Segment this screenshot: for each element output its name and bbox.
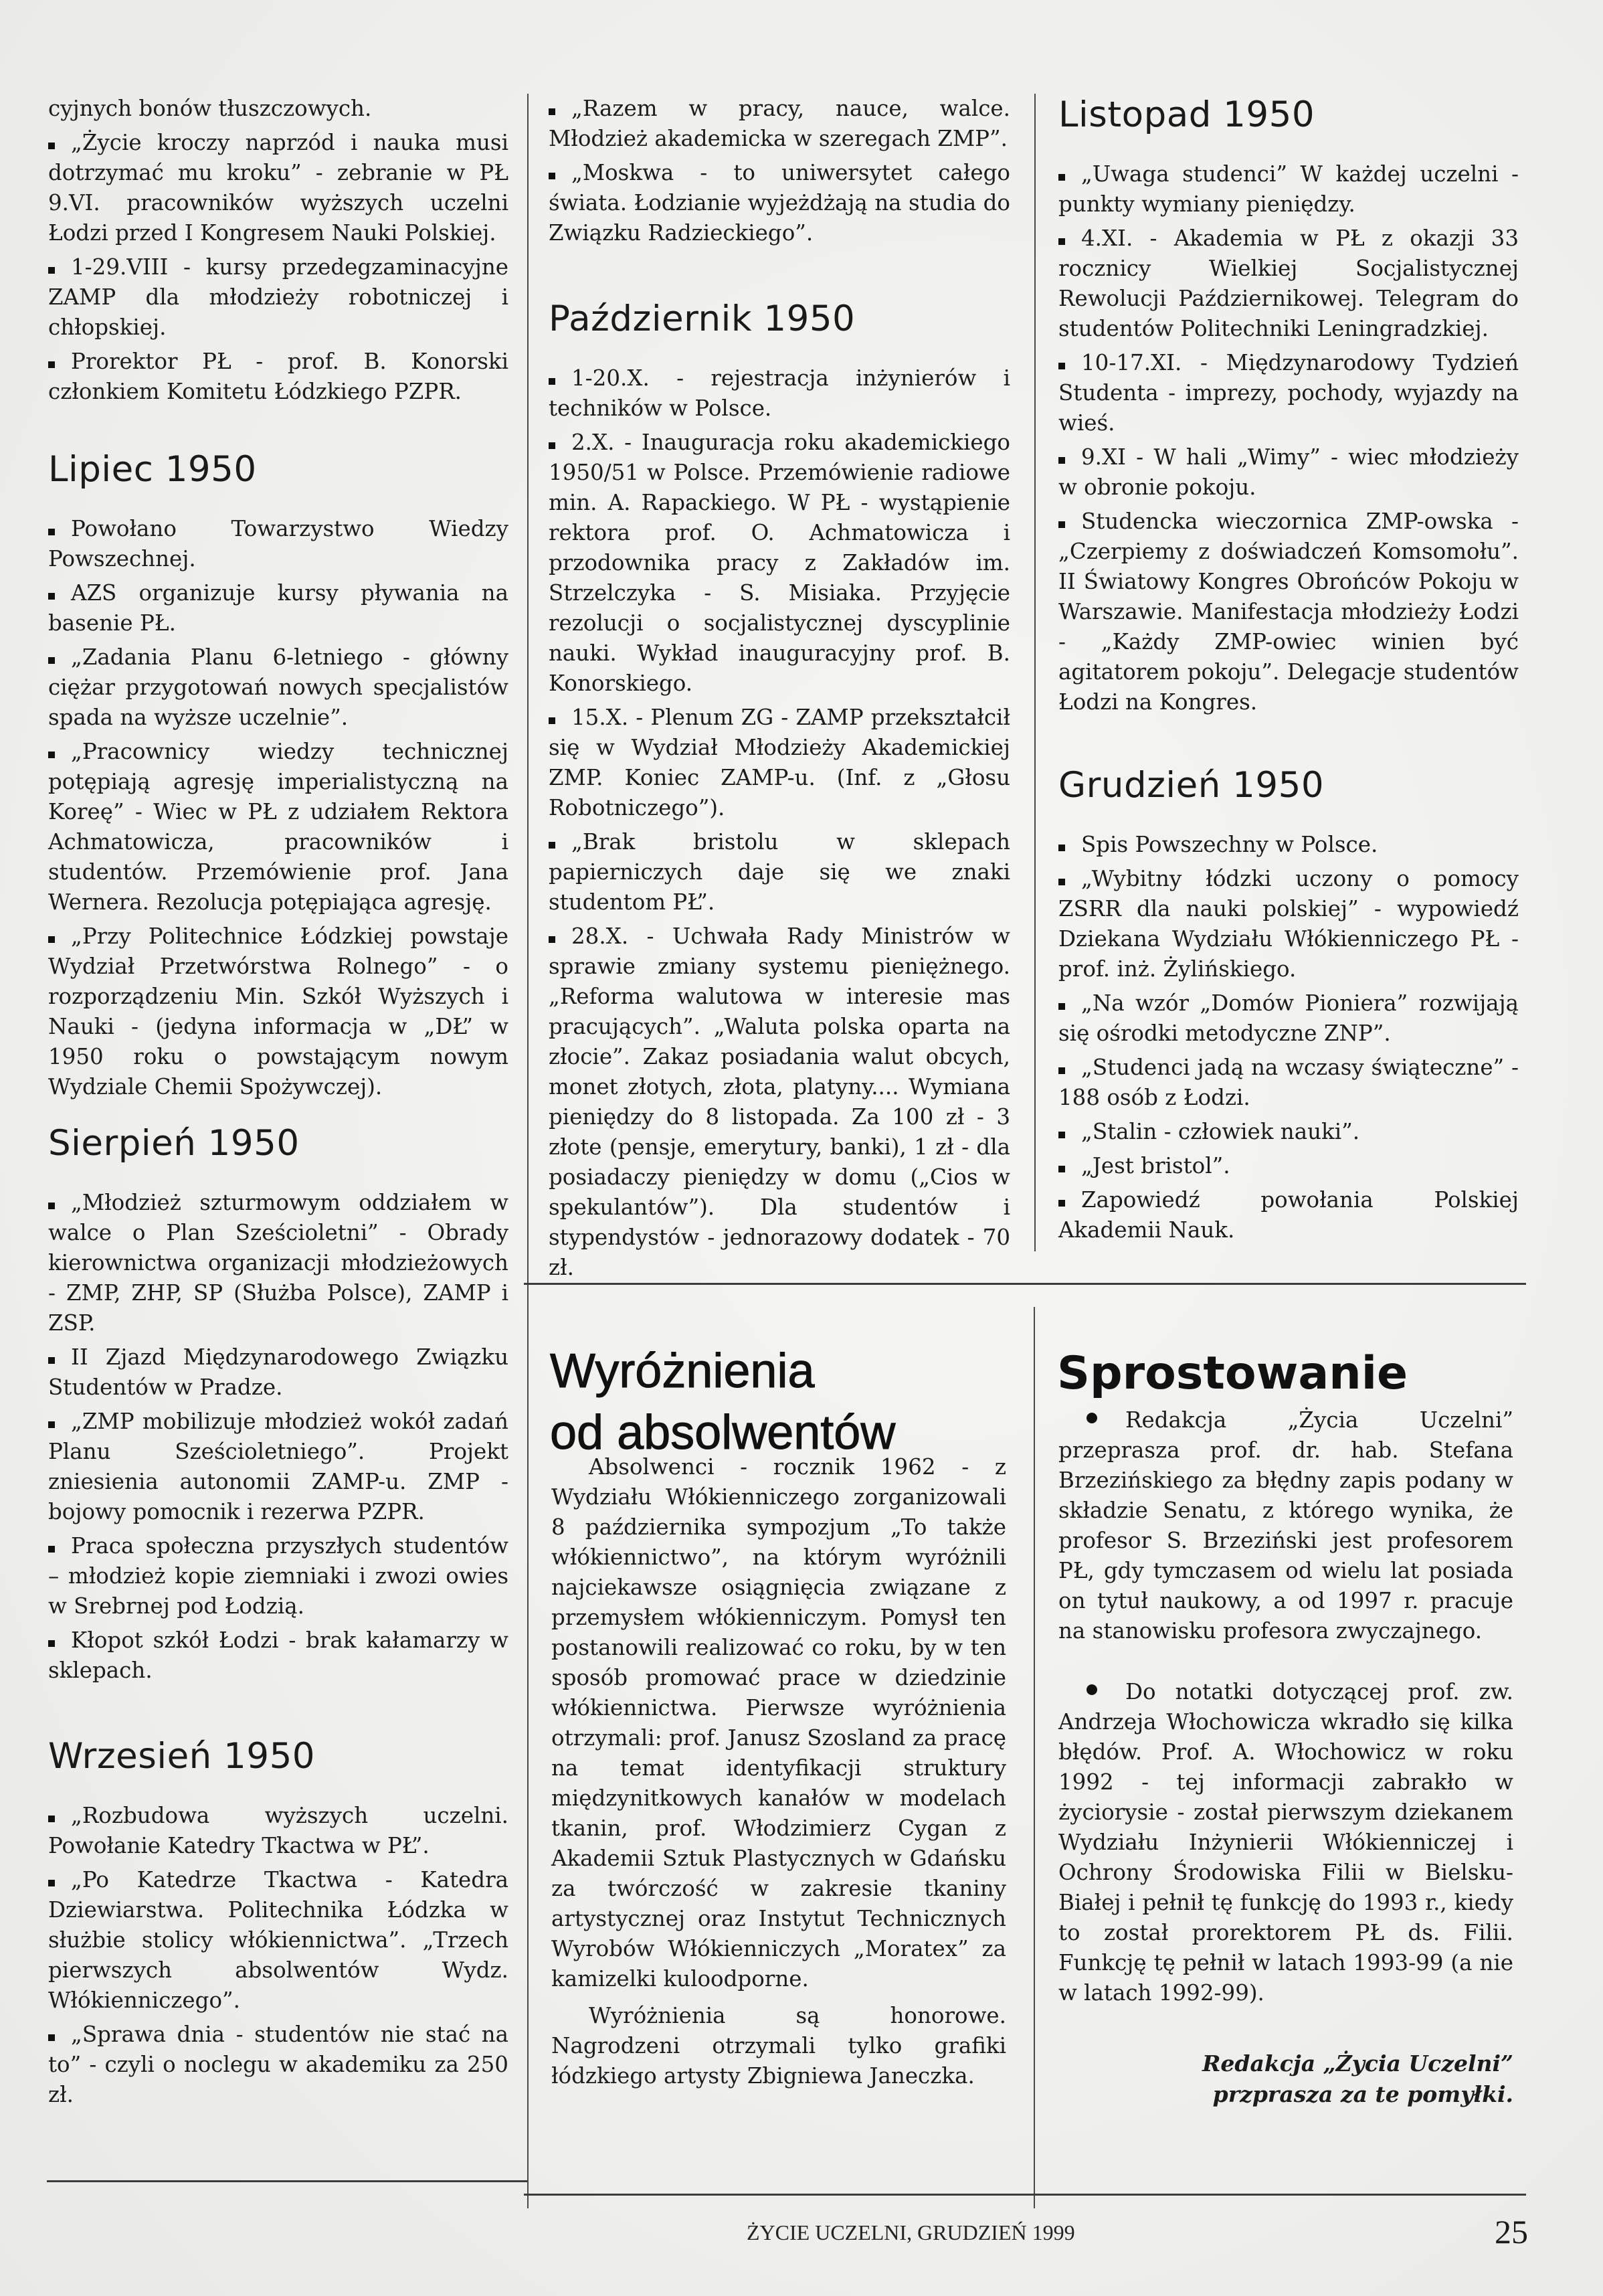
round-bullet-icon: [1087, 1413, 1097, 1423]
correction-signature: [1058, 2048, 1513, 2110]
column-divider-1: [527, 94, 529, 2208]
chronicle-entry: Praca społeczna przyszłych studentów – młodzież kopie ziemniaki i zwozi owies w Srebrnej pod Łodzią.: [48, 1533, 508, 1619]
article-title-awards-line1: Wyróżnienia: [550, 1344, 815, 1399]
article-title-awards-line2: od absolwentów: [550, 1406, 896, 1460]
square-bullet-icon: [48, 1880, 55, 1886]
chronicle-entry: „Zadania Planu 6-letniego - główny ciężar przygotowań nowych specjalistów spada na wyższe uczelnie”.: [48, 644, 508, 730]
chronicle-entry: „Studenci jadą na wczasy świąteczne” - 188 osób z Łodzi.: [1058, 1055, 1519, 1110]
square-bullet-icon: [1058, 1166, 1065, 1172]
section-separator-bottom: [524, 2194, 1526, 2196]
chronicle-entry: „Razem w pracy, nauce, walce. Młodzież akademicka w szeregach ZMP”.: [549, 96, 1010, 151]
square-bullet-icon: [549, 173, 555, 179]
square-bullet-icon: [1058, 174, 1065, 181]
chronicle-entry: 4.XI. - Akademia w PŁ z okazji 33 rocznicy Wielkiej Socjalistycznej Rewolucji Październikowej. Telegram do studentów Politechniki Leningradzkiej.: [1058, 226, 1519, 341]
chronicle-entry: „ZMP mobilizuje młodzież wokół zadań Planu Sześcioletniego”. Projekt zniesienia autonomii ZAMP-u. ZMP - bojowy pomocnik i rezerwa PZPR.: [48, 1409, 508, 1524]
square-bullet-icon: [48, 936, 55, 943]
footer-publication-title: ŻYCIE UCZELNI, GRUDZIEŃ 1999: [747, 2220, 1075, 2244]
chronicle-entry: II Zjazd Międzynarodowego Związku Studentów w Pradze.: [48, 1344, 508, 1400]
square-bullet-icon: [48, 143, 55, 149]
chronicle-entry: „Pracownicy wiedzy technicznej potępiają agresję imperialistyczną na Koreę” - Wiec w PŁ z udziałem Rektora Achmatowicza, pracowników i studentów. Przemówienie prof. Jana Wernera. Rezolucja potępiająca agresję.: [48, 739, 508, 915]
square-bullet-icon: [1058, 363, 1065, 369]
chronicle-column-a: [48, 94, 508, 2114]
chronicle-entry: 9.XI - W hali „Wimy” - wiec młodzieży w obronie pokoju.: [1058, 444, 1519, 500]
chronicle-entry: „Życie kroczy naprzód i nauka musi dotrzymać mu kroku” - zebranie w PŁ 9.VI. pracowników wyższych uczelni Łodzi przed I Kongresem Nauki Polskiej.: [48, 130, 508, 246]
chronicle-entry: 2.X. - Inauguracja roku akademickiego 1950/51 w Polsce. Przemówienie radiowe min. A. Rapackiego. W PŁ - wystąpienie rektora prof. O. Achmatowicza i przodownika pracy z Zakładów im. Strzelczyka - S. Misiaka. Przyjęcie rezolucji o socjalistycznej dyscyplinie nauki. Wykład inauguracyjny prof. B. Konorskiego.: [549, 430, 1010, 696]
page-number: 25: [1495, 2213, 1528, 2250]
square-bullet-icon: [48, 1357, 55, 1364]
article-paragraph: Do notatki dotyczącej prof. zw. Andrzeja Włochowicza wkradło się kilka błędów. Prof. A. Włochowicz w roku 1992 - tej informacji zabrakło w życiorysie - został pierwszym dziekanem Wydziału Inżynierii Włókienniczej i Ochrony Środowiska Filii w Bielsku-Białej i pełnił tę funkcję do 1993 r., kiedy to został prorektorem PŁ ds. Filii. Funkcję tę pełnił w latach 1993-99 (a nie w latach 1992-99).: [1058, 1679, 1513, 2006]
signature-line2: przprasza za te pomyłki.: [1212, 2081, 1513, 2107]
chronicle-entry: Powołano Towarzystwo Wiedzy Powszechnej.: [48, 516, 508, 571]
chronicle-entry: „Uwaga studenci” W każdej uczelni - punkty wymiany pieniędzy.: [1058, 161, 1519, 217]
chronicle-entry: 15.X. - Plenum ZG - ZAMP przekształcił się w Wydział Młodzieży Akademickiej ZMP. Koniec ZAMP-u. (Inf. z „Głosu Robotniczego”).: [549, 705, 1010, 820]
chronicle-entry: Studencka wieczornica ZMP-owska - „Czerpiemy z doświadczeń Komsomołu”. II Światowy Kongres Obrońców Pokoju w Warszawie. Manifestacja młodzieży Łodzi - „Każdy ZMP-owiec winien być agitatorem pokoju”. Delegacje studentów Łodzi na Kongres.: [1058, 509, 1519, 715]
square-bullet-icon: [48, 1816, 55, 1822]
square-bullet-icon: [48, 529, 55, 535]
month-heading-october: Październik 1950: [549, 298, 856, 339]
square-bullet-icon: [549, 442, 555, 449]
chronicle-entry: 1-29.VIII - kursy przedegzaminacyjne ZAMP dla młodzieży robotniczej i chłopskiej.: [48, 254, 508, 340]
chronicle-entry: Spis Powszechny w Polsce.: [1058, 830, 1519, 860]
article-paragraph: Redakcja „Życia Uczelni” przeprasza prof. dr. hab. Stefana Brzezińskiego za błędny zapis podany w składzie Senatu, z którego wynika, że profesor S. Brzeziński jest profesorem PŁ, gdy tymczasem od wielu lat posiada on tytuł naukowy, a od 1997 r. pracuje na stanowisku profesora zwyczajnego.: [1058, 1407, 1513, 1644]
square-bullet-icon: [48, 657, 55, 664]
chronicle-entry: Kłopot szkół Łodzi - brak kałamarzy w sklepach.: [48, 1627, 508, 1683]
square-bullet-icon: [1058, 521, 1065, 528]
month-heading-september: Wrzesień 1950: [48, 1736, 316, 1777]
chronicle-entry: „Na wzór „Domów Pioniera” rozwijają się ośrodki metodyczne ZNP”.: [1058, 990, 1519, 1046]
chronicle-entry: „Wybitny łódzki uczony o pomocy ZSRR dla nauki polskiej” - wypowiedź Dziekana Wydziału Włókienniczego PŁ - prof. inż. Żylińskiego.: [1058, 866, 1519, 982]
chronicle-entry: 10-17.XI. - Międzynarodowy Tydzień Studenta - imprezy, pochody, wyjazdy na wieś.: [1058, 350, 1519, 436]
article-paragraph: Wyróżnienia są honorowe. Nagrodzeni otrzymali tylko grafiki łódzkiego artysty Zbigniewa Janeczka.: [551, 2003, 1006, 2089]
month-heading-july: Lipiec 1950: [48, 449, 257, 490]
square-bullet-icon: [48, 2034, 55, 2041]
chronicle-entry: „Moskwa - to uniwersytet całego świata. Łodzianie wyjeżdżają na studia do Związku Radzieckiego”.: [549, 160, 1010, 246]
square-bullet-icon: [1058, 845, 1065, 851]
square-bullet-icon: [1058, 1132, 1065, 1138]
square-bullet-icon: [1058, 1003, 1065, 1010]
square-bullet-icon: [549, 717, 555, 724]
article-paragraph: Absolwenci - rocznik 1962 - z Wydziału Włókienniczego zorganizowali 8 października sympozjum „To także włókiennictwo”, na którym wyróżnili najciekawsze osiągnięcia związane z przemysłem włókienniczym. Pomysł ten postanowili realizować co roku, by w ten sposób promować prace w dziedzinie włókiennictwa. Pierwsze wyróżnienia otrzymali: prof. Janusz Szosland za pracę na temat identyfikacji struktury międzynitkowych kanałów w modelach tkanin, prof. Włodzimierz Cygan z Akademii Sztuk Plastycznych w Gdańsku za twórczość w zakresie tkaniny artystycznej oraz Instytut Technicznych Wyrobów Włókienniczych „Moratex” za kamizelki kuloodporne.: [551, 1454, 1006, 1992]
article-body-correction: [1058, 1405, 1513, 2110]
chronicle-entry: „Sprawa dnia - studentów nie stać na to” - czyli o noclegu w akademiku za 250 zł.: [48, 2022, 508, 2107]
square-bullet-icon: [1058, 457, 1065, 464]
chronicle-entry: „Brak bristolu w sklepach papierniczych daje się we znaki studentom PŁ”.: [549, 829, 1010, 915]
square-bullet-icon: [549, 936, 555, 943]
article-title-awards: [550, 1340, 1018, 1464]
chronicle-entry: „Przy Politechnice Łódzkiej powstaje Wydział Przetwórstwa Rolnego” - o rozporządzeniu Min. Szkół Wyższych i Nauki - (jedyna informacja w „DŁ” w 1950 roku o powstającym nowym Wydziale Chemii Spożywczej).: [48, 923, 508, 1099]
square-bullet-icon: [1058, 1200, 1065, 1207]
chronicle-entry: „Jest bristol”.: [1058, 1151, 1519, 1181]
chronicle-entry: Zapowiedź powołania Polskiej Akademii Nauk.: [1058, 1187, 1519, 1243]
chronicle-entry: „Młodzież szturmowym oddziałem w walce o Plan Sześcioletni” - Obrady kierownictwa organizacji młodzieżowych - ZMP, ZHP, SP (Służba Polsce), ZAMP i ZSP.: [48, 1190, 508, 1336]
chronicle-column-b: [549, 94, 1010, 1287]
square-bullet-icon: [549, 842, 555, 849]
chronicle-entry: 1-20.X. - rejestracja inżynierów i techników w Polsce.: [549, 365, 1010, 421]
square-bullet-icon: [48, 1546, 55, 1553]
chronicle-entry: AZS organizuje kursy pływania na basenie PŁ.: [48, 580, 508, 636]
square-bullet-icon: [48, 361, 55, 368]
entry-continuation: cyjnych bonów tłuszczowych.: [48, 96, 372, 121]
chronicle-entry: „Stalin - człowiek nauki”.: [1058, 1117, 1519, 1147]
signature-line1: Redakcja „Życia Uczelni”: [1202, 2050, 1513, 2077]
chronicle-entry: „Po Katedrze Tkactwa - Katedra Dziewiarstwa. Politechnika Łódzka w służbie stolicy włókiennictwa”. „Trzech pierwszych absolwentów Wydz. Włókienniczego”.: [48, 1867, 508, 2013]
column-divider-3: [1034, 1307, 1035, 2208]
square-bullet-icon: [1058, 1067, 1065, 1074]
chronicle-column-c: [1058, 94, 1519, 1249]
square-bullet-icon: [1058, 879, 1065, 885]
square-bullet-icon: [48, 1640, 55, 1647]
square-bullet-icon: [48, 1421, 55, 1428]
square-bullet-icon: [48, 752, 55, 758]
square-bullet-icon: [549, 108, 555, 115]
square-bullet-icon: [549, 378, 555, 385]
chronicle-entry: Prorektor PŁ - prof. B. Konorski członkiem Komitetu Łódzkiego PZPR.: [48, 349, 508, 404]
square-bullet-icon: [1058, 238, 1065, 245]
column-divider-2: [1034, 94, 1036, 1251]
month-heading-august: Sierpień 1950: [48, 1123, 300, 1164]
month-heading-december: Grudzień 1950: [1058, 765, 1325, 806]
square-bullet-icon: [48, 593, 55, 600]
section-separator-left-bottom: [47, 2180, 527, 2182]
round-bullet-icon: [1087, 1684, 1097, 1695]
chronicle-entry: 28.X. - Uchwała Rady Ministrów w sprawie zmiany systemu pieniężnego. „Reforma walutowa w interesie mas pracujących”. „Waluta polska oparta na złocie”. Zakaz posiadania walut obcych, monet złotych, złota, platyny.... Wymiana pieniędzy do 8 listopada. Za 100 zł - 3 złote (pensje, emerytury, banki), 1 zł - dla posiadaczy pieniędzy w domu („Cios w spekulantów”). Dla studentów i stypendystów - jednorazowy dodatek - 70 zł.: [549, 923, 1010, 1280]
square-bullet-icon: [48, 1203, 55, 1209]
chronicle-entry: „Rozbudowa wyższych uczelni. Powołanie Katedry Tkactwa w PŁ”.: [48, 1803, 508, 1858]
square-bullet-icon: [48, 267, 55, 274]
month-heading-november: Listopad 1950: [1058, 94, 1315, 135]
article-body-awards: [551, 1452, 1006, 2098]
article-title-correction: Sprostowanie: [1057, 1346, 1408, 1400]
